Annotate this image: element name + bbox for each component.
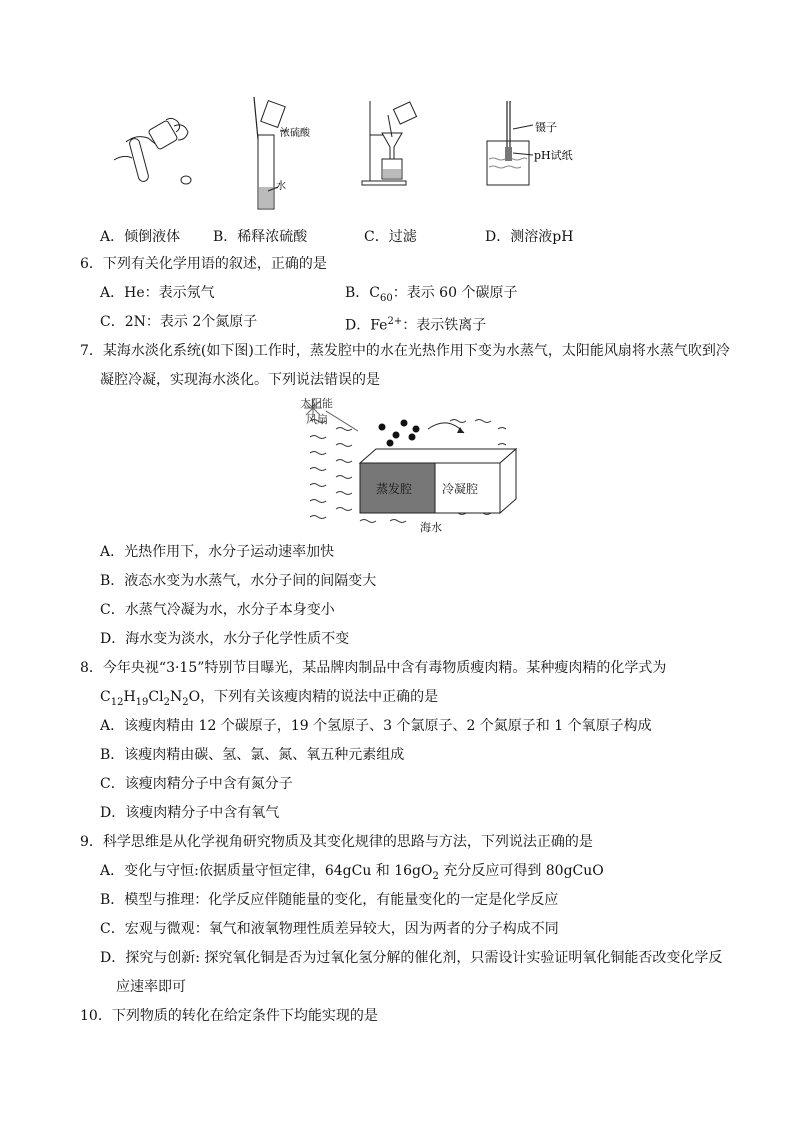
ph-test-figure <box>485 97 595 189</box>
q6-option-b: B．$C_{60}$：表示 60 个碳原子 <box>345 285 518 304</box>
q9-option-a: A．变化与守恒:依据质量守恒定律，64gCu 和 $16gO_2$ 充分反应可得到 80gCuO <box>100 863 604 882</box>
q8-stem-line2: $C_{12}H_{19}Cl_2N_2O$，下列有关该瘦肉精的说法中正确的是 <box>100 689 439 708</box>
q6-option-c: C．2N：表示 2个氮原子 <box>100 314 258 330</box>
option-b: B．稀释浓硫酸 <box>213 229 308 245</box>
filtration-figure <box>360 97 425 187</box>
q6-option-a: A．He：表示氖气 <box>100 285 215 301</box>
q9-stem: 9．科学思维是从化学视角研究物质及其变化规律的思路与方法，下列说法正确的是 <box>80 834 593 850</box>
q7-option-c: C．水蒸气冷凝为水，水分子本身变小 <box>100 602 335 618</box>
water-label: 水 <box>276 181 286 192</box>
tweezers-label: 镊子 <box>535 121 557 134</box>
condensation-chamber-label: 冷凝腔 <box>442 482 479 496</box>
evaporation-chamber-label: 蒸发腔 <box>376 482 413 496</box>
q6-option-d: D．$Fe^{2+}$：表示铁离子 <box>345 316 487 334</box>
desalination-figure <box>300 393 520 533</box>
ph-paper-label: pH试纸 <box>534 149 573 162</box>
q9-option-b: B．模型与推理：化学反应伴随能量的变化，有能量变化的一定是化学反应 <box>100 892 559 908</box>
q8-option-a: A．该瘦肉精由 12 个碳原子，19 个氢原子、3 个氯原子、2 个氮原子和 1 个氧原子构成 <box>100 718 652 734</box>
q10-stem: 10．下列物质的转化在给定条件下均能实现的是 <box>80 1008 378 1024</box>
q7-option-d: D．海水变为淡水，水分子化学性质不变 <box>100 631 350 647</box>
fan-label-line1: 太阳能 <box>300 397 333 410</box>
option-d: D．测溶液pH <box>485 229 574 245</box>
seawater-label: 海水 <box>420 521 442 533</box>
option-a: A．倾倒液体 <box>100 229 181 245</box>
q7-option-a: A．光热作用下，水分子运动速率加快 <box>100 544 335 560</box>
fan-label-line2: 风扇 <box>306 413 328 426</box>
q8-stem-line1: 8．今年央视“3·15”特别节目曝光，某品牌肉制品中含有毒物质瘦肉精。某种瘦肉精的化学式为 <box>80 660 667 676</box>
q9-option-d-line1: D．探究与创新: 探究氧化铜是否为过氧化氢分解的催化剂，只需设计实验证明氧化铜能否改变化学反 <box>100 950 723 966</box>
q7-stem-line1: 7．某海水淡化系统(如下图)工作时，蒸发腔中的水在光热作用下变为水蒸气，太阳能风扇将水蒸气吹到冷 <box>80 343 730 359</box>
conc-acid-label: 浓硫酸 <box>280 128 310 139</box>
q8-option-d: D．该瘦肉精分子中含有氧气 <box>100 805 280 821</box>
q8-option-c: C．该瘦肉精分子中含有氮分子 <box>100 776 293 792</box>
q7-option-b: B．液态水变为水蒸气，水分子间的间隔变大 <box>100 573 377 589</box>
q7-stem-line2: 凝腔冷凝，实现海水淡化。下列说法错误的是 <box>100 372 380 388</box>
dilute-acid-figure <box>240 95 330 215</box>
pouring-liquid-figure <box>112 112 202 192</box>
q9-option-d-line2: 应速率即可 <box>116 979 186 995</box>
q6-stem: 6．下列有关化学用语的叙述，正确的是 <box>80 256 327 272</box>
option-c: C．过滤 <box>364 229 417 245</box>
q9-option-c: C．宏观与微观：氧气和液氧物理性质差异较大，因为两者的分子构成不同 <box>100 921 559 937</box>
q8-option-b: B．该瘦肉精由碳、氢、氯、氮、氧五种元素组成 <box>100 747 405 763</box>
